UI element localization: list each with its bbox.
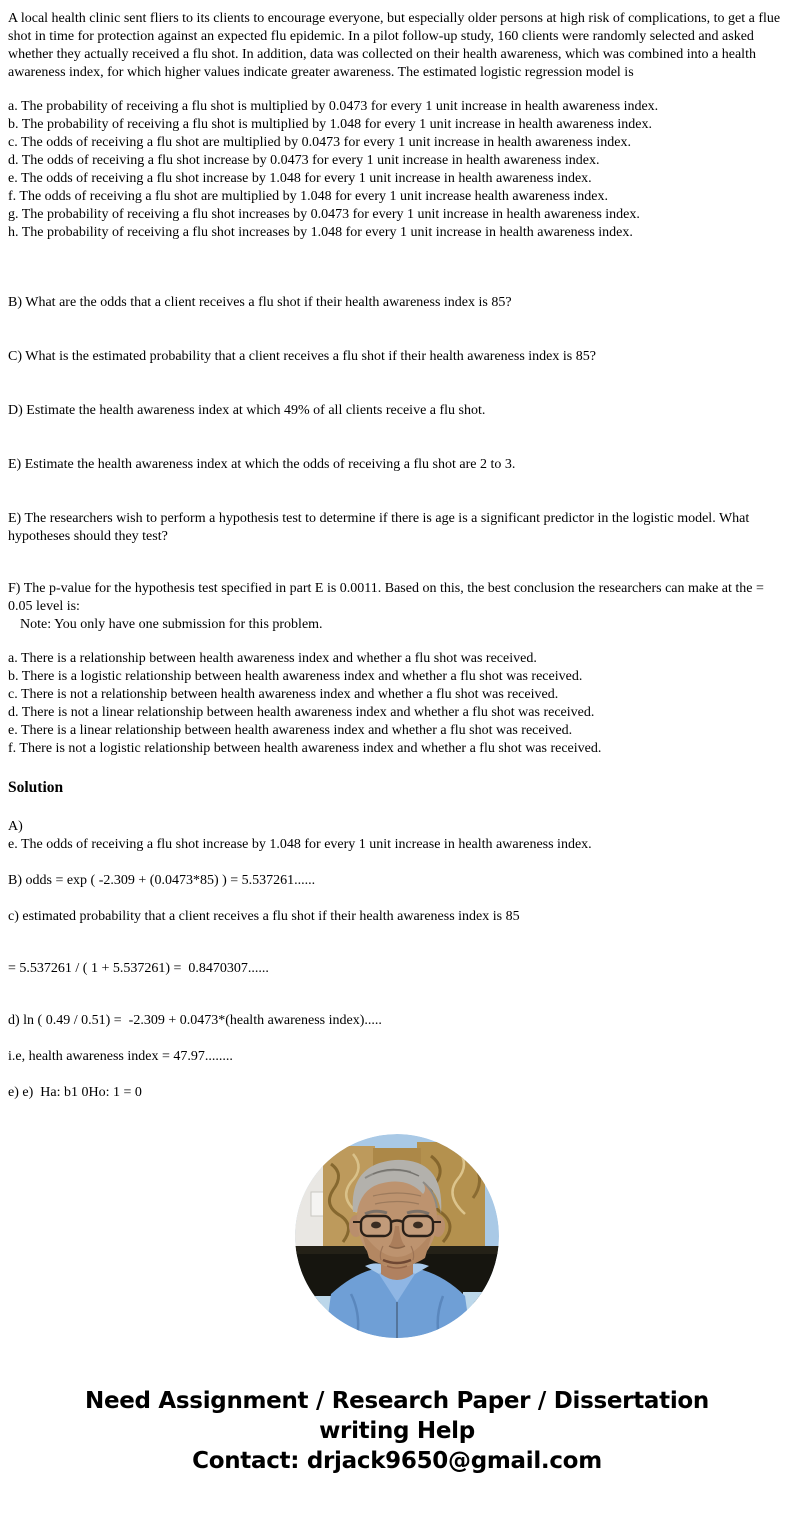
question-f-block (8, 580, 786, 634)
problem-intro-paragraph: A local health clinic sent fliers to its clients to encourage everyone, but especially older persons at high risk of complications, to get a flue shot in time for protection against an expected flu epidemic. In a pilot follow-up study, 160 clients were randomly selected and asked whether they actually received a flu shot. In addition, data was collected on their health awareness, which was combined into a health awareness index, for which higher values indicate greater awareness. The estimated logistic regression model is (8, 11, 784, 80)
presenter-photo-illustration (295, 1134, 499, 1338)
solution-a-answer: e. The odds of receiving a flu shot increase by 1.048 for every 1 unit increase in health awareness index. (8, 837, 592, 852)
part-a-option: c. The odds of receiving a flu shot are multiplied by 0.0473 for every 1 unit increase in health awareness index. (8, 135, 631, 150)
part-a-option: a. The probability of receiving a flu shot is multiplied by 0.0473 for every 1 unit increase in health awareness index. (8, 99, 659, 114)
footer-contact: Contact: drjack9650@gmail.com (192, 1448, 602, 1474)
part-a-option: d. The odds of receiving a flu shot increase by 0.0473 for every 1 unit increase in health awareness index. (8, 153, 600, 168)
question-e2: E) The researchers wish to perform a hypothesis test to determine if there is age is a significant predictor in the logistic model. What hypotheses should they test? (8, 511, 753, 544)
solution-c-line: c) estimated probability that a client receives a flu shot if their health awareness index is 85 (8, 909, 520, 924)
part-a-option: h. The probability of receiving a flu shot increases by 1.048 for every 1 unit increase in health awareness index. (8, 225, 633, 240)
part-f-option: f. There is not a logistic relationship between health awareness index and whether a flu shot was received. (8, 741, 602, 756)
part-a-options-list (8, 98, 786, 242)
solution-d-result: i.e, health awareness index = 47.97........ (8, 1049, 233, 1064)
solution-e-line: e) e) Ha: b1 0Ho: 1 = 0 (8, 1085, 142, 1100)
footer-ad (47, 1386, 747, 1476)
part-f-option: e. There is a linear relationship between health awareness index and whether a flu shot was received. (8, 723, 573, 738)
solution-heading: Solution (8, 779, 64, 796)
part-a-option: b. The probability of receiving a flu shot is multiplied by 1.048 for every 1 unit increase in health awareness index. (8, 117, 652, 132)
part-a-option: f. The odds of receiving a flu shot are multiplied by 1.048 for every 1 unit increase health awareness index. (8, 189, 608, 204)
part-a-option: e. The odds of receiving a flu shot increase by 1.048 for every 1 unit increase in health awareness index. (8, 171, 592, 186)
question-e1: E) Estimate the health awareness index at which the odds of receiving a flu shot are 2 to 3. (8, 457, 516, 472)
part-f-option: d. There is not a linear relationship between health awareness index and whether a flu shot was received. (8, 705, 595, 720)
solution-a-label: A) (8, 819, 23, 834)
part-a-option: g. The probability of receiving a flu shot increases by 0.0473 for every 1 unit increase in health awareness index. (8, 207, 640, 222)
question-f: F) The p-value for the hypothesis test specified in part E is 0.0011. Based on this, the best conclusion the researchers can make at the = 0.05 level is: (8, 581, 768, 614)
part-f-option: c. There is not a relationship between health awareness index and whether a flu shot was received. (8, 687, 559, 702)
question-f-note: Note: You only have one submission for this problem. (20, 617, 323, 632)
solution-b-line: B) odds = exp ( -2.309 + (0.0473*85) ) = 5.537261...... (8, 873, 316, 888)
footer-line1: Need Assignment / Research Paper / Dissertation writing Help (85, 1388, 709, 1444)
solution-body (8, 818, 786, 1102)
presenter-photo (295, 1134, 499, 1338)
part-f-options-list (8, 650, 786, 758)
part-f-option: b. There is a logistic relationship between health awareness index and whether a flu shot was received. (8, 669, 583, 684)
solution-d-line: d) ln ( 0.49 / 0.51) = -2.309 + 0.0473*(health awareness index)..... (8, 1013, 382, 1028)
question-d: D) Estimate the health awareness index at which 49% of all clients receive a flu shot. (8, 403, 486, 418)
question-b: B) What are the odds that a client receives a flu shot if their health awareness index is 85? (8, 295, 512, 310)
part-f-option: a. There is a relationship between health awareness index and whether a flu shot was received. (8, 651, 537, 666)
solution-c-result: = 5.537261 / ( 1 + 5.537261) = 0.8470307...... (8, 961, 269, 976)
question-c: C) What is the estimated probability that a client receives a flu shot if their health awareness index is 85? (8, 349, 596, 364)
